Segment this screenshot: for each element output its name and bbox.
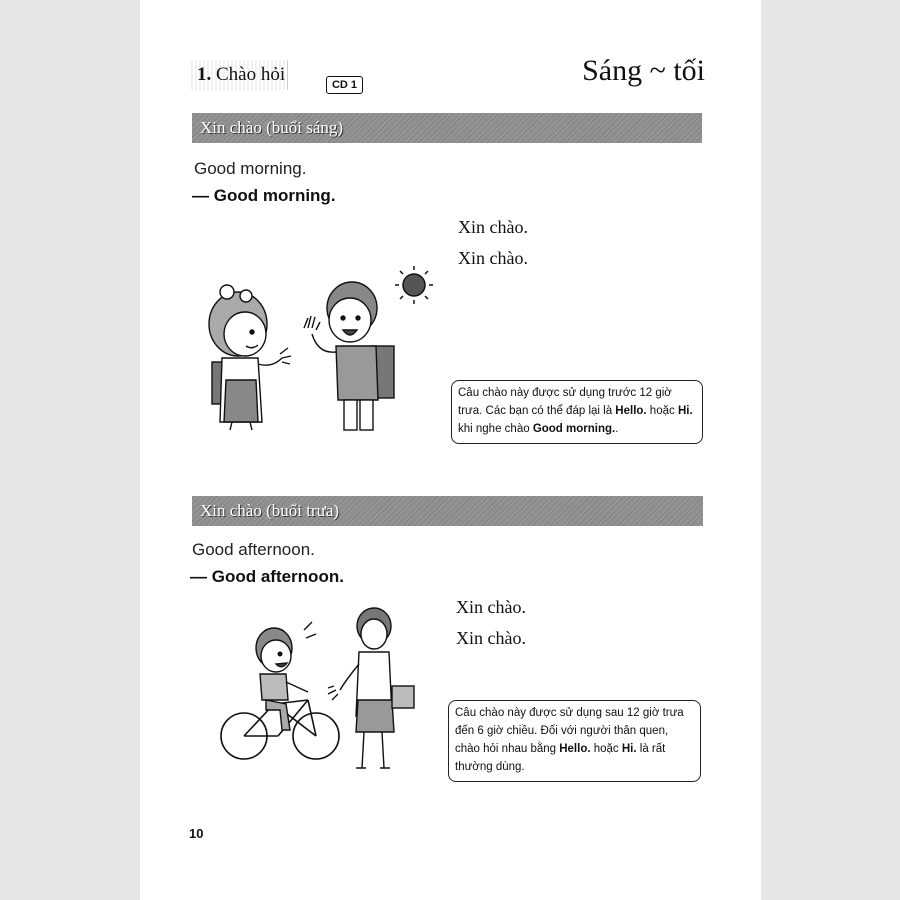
section-bar-afternoon: Xin chào (buổi trưa) [192,496,703,526]
woman-figure [328,608,414,768]
book-page [140,0,761,900]
english-prompt-morning: Good morning. [194,159,307,178]
chapter-heading [191,60,288,90]
chapter-number: 1. [197,64,212,85]
topic-title: Sáng ~ tối [582,54,705,87]
afternoon-greeting-illustration [216,604,426,784]
girl-figure [209,285,291,430]
page-number: 10 [189,826,204,841]
english-prompt-afternoon: Good afternoon. [192,540,315,559]
vietnamese-reply-afternoon: Xin chào. [456,628,526,648]
vietnamese-prompt-afternoon: Xin chào. [456,597,526,617]
usage-note-afternoon: Câu chào này được sử dụng sau 12 giờ trưa đến 6 giờ chiều. Đối với người thân quen, chào hỏi nhau bằng Hello. hoặc Hi. là rất thường dùng. [448,700,701,782]
english-reply-afternoon: — Good afternoon. [190,567,344,586]
morning-greeting-illustration [200,262,440,437]
section-bar-morning: Xin chào (buổi sáng) [192,113,702,143]
cd-track-label: CD 1 [326,76,363,94]
usage-note-morning: Câu chào này được sử dụng trước 12 giờ trưa. Các bạn có thể đáp lại là Hello. hoặc Hi. khi nghe chào Good morning.. [451,380,703,444]
english-reply-morning: — Good morning. [192,186,336,205]
vietnamese-prompt-morning: Xin chào. [458,217,528,237]
boy-figure [304,282,394,430]
chapter-title: Chào hỏi [216,64,286,85]
vietnamese-reply-morning: Xin chào. [458,248,528,268]
sun-icon [395,266,433,304]
